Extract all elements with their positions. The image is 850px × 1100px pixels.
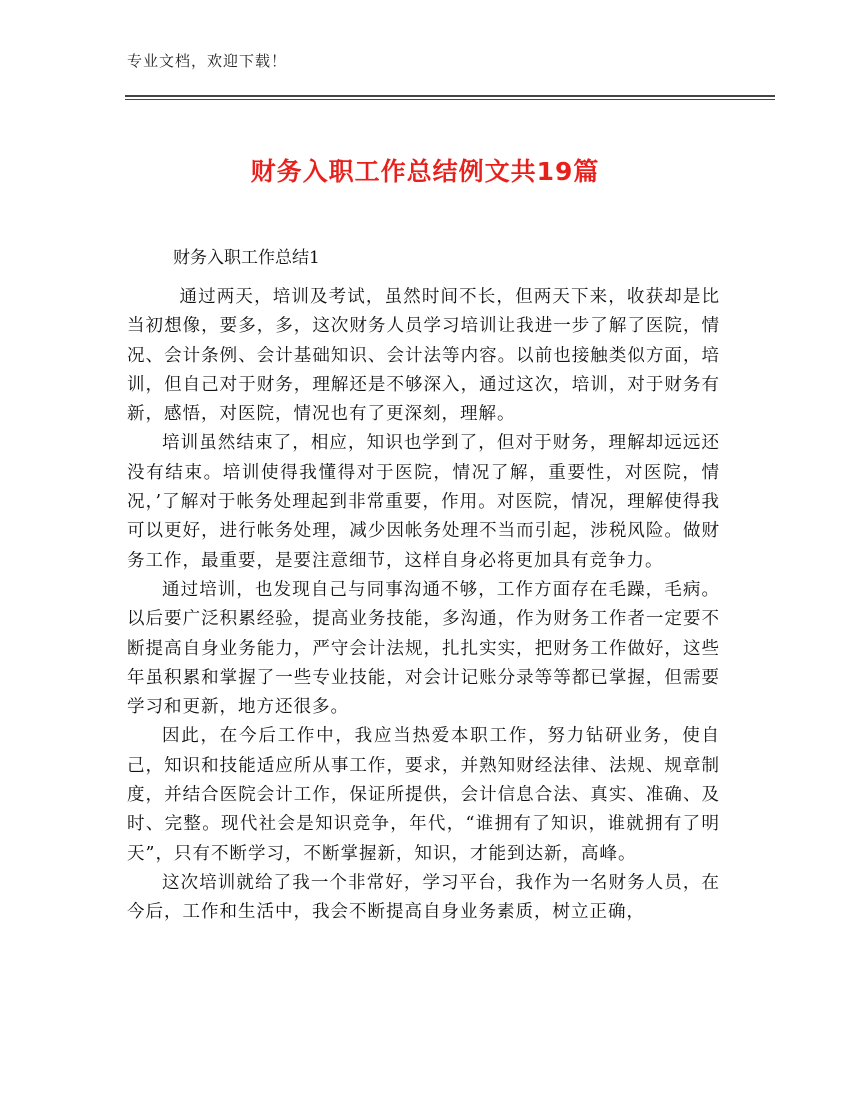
document-title: 财务入职工作总结例文共19篇 (250, 157, 600, 186)
document-body (127, 283, 720, 928)
section-heading: 财务入职工作总结1 (173, 248, 320, 268)
body-paragraph-3: 通过培训，也发现自己与同事沟通不够，工作方面存在毛躁，毛病。以后要广泛积累经验，提高业务技能，多沟通，作为财务工作者一定要不断提高自身业务能力，严守会计法规，扎扎实实，把财务工作做好，这些年虽积累和掌握了一些专业技能，对会计记账分录等等都已掌握，但需要学习和更新，地方还很多。 (127, 579, 720, 718)
page-header-text: 专业文档，欢迎下载！ (127, 52, 288, 70)
body-paragraph-1: 通过两天，培训及考试，虽然时间不长，但两天下来，收获却是比当初想像，要多，多，这次财务人员学习培训让我进一步了解了医院，情况、会计条例、会计基础知识、会计法等内容。以前也接触类似方面，培训，但自己对于财务，理解还是不够深入，通过这次，培训，对于财务有新，感悟，对医院，情况也有了更深刻，理解。 (127, 287, 720, 425)
header-divider (125, 95, 775, 100)
body-paragraph-2: 培训虽然结束了，相应，知识也学到了，但对于财务，理解却远远还没有结束。培训使得我懂得对于医院，情况了解，重要性，对医院，情况，’了解对于帐务处理起到非常重要，作用。对医院，情况，理解使得我可以更好，进行帐务处理，减少因帐务处理不当而引起，涉税风险。做财务工作，最重要，是要注意细节，这样自身必将更加具有竞争力。 (127, 433, 720, 571)
body-paragraph-4: 因此，在今后工作中，我应当热爱本职工作，努力钻研业务，使自己，知识和技能适应所从事工作，要求，并熟知财经法律、法规、规章制度，并结合医院会计工作，保证所提供，会计信息合法、真实、准确、及时、完整。现代社会是知识竞争，年代，“谁拥有了知识，谁就拥有了明天”，只有不断学习，不断掌握新，知识，才能到达新，高峰。 (127, 726, 720, 864)
body-paragraph-5: 这次培训就给了我一个非常好，学习平台，我作为一名财务人员，在今后，工作和生活中，我会不断提高自身业务素质，树立正确， (127, 872, 720, 923)
